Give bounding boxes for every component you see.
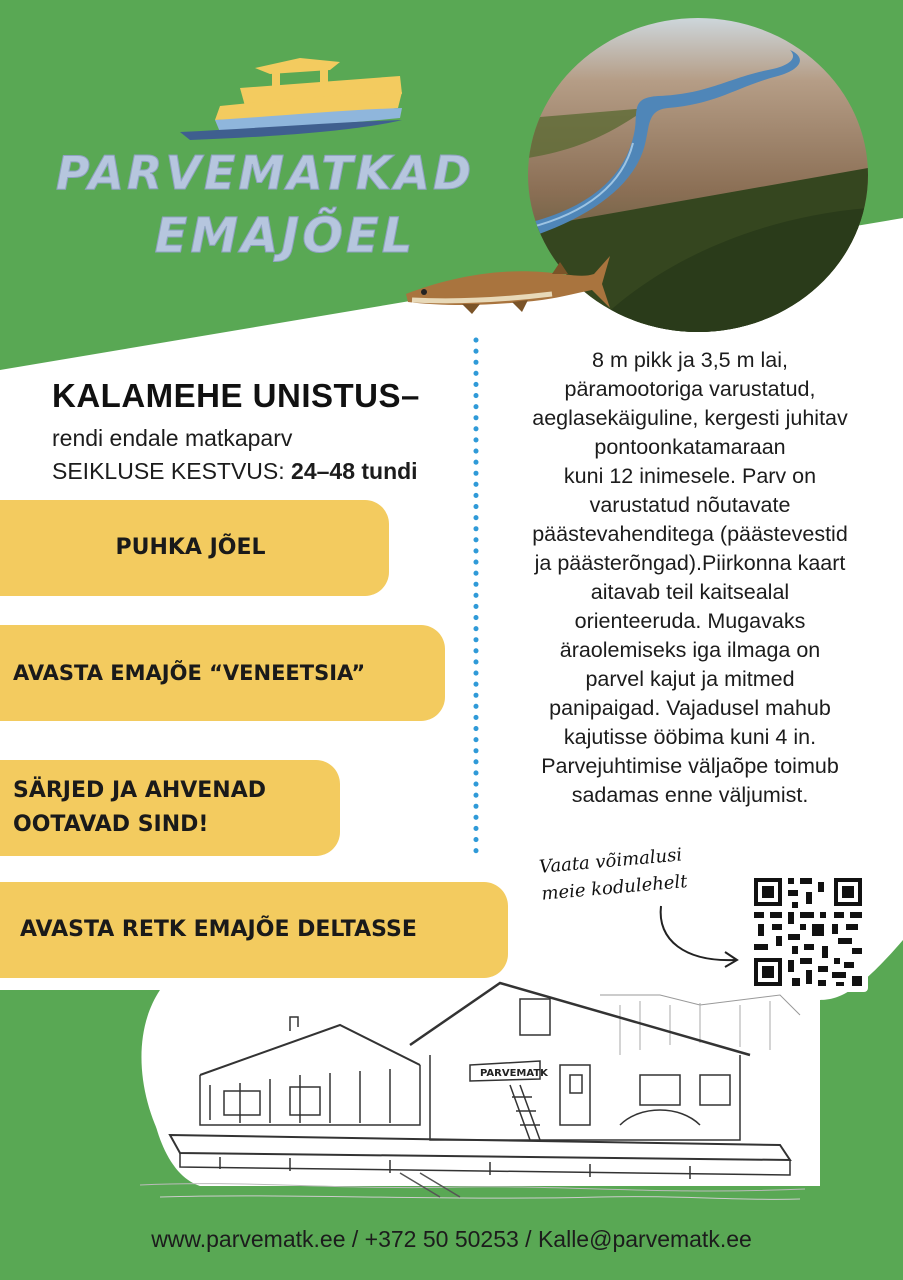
highlight-label: AVASTA RETK EMAJÕE DELTASSE	[20, 917, 417, 942]
headline-title: KALAMEHE UNISTUS–	[52, 377, 420, 414]
raft-description: 8 m pikk ja 3,5 m lai, päramootoriga varustatud, aeglasekäiguline, kergesti juhitav pontoonkatamaraan kuni 12 inimesele. Parv on varustatud nõutavate päästevahenditega (päästevestid ja päästerõngad).Piirkonna kaart aitavab teil kaitsealal orienteeruda. Mugavaks äraolemiseks iga ilmaga on parvel kajut ja mitmed panipaigad. Vajadusel mahub kajutisse ööbima kuni 4 in. Parvejuhtimise väljaõpe toimub sadamas enne väljumist.	[532, 348, 848, 807]
highlight-label: SÄRJED JA AHVENAD OOTAVAD SIND!	[13, 778, 267, 837]
pike-fish-icon	[402, 250, 614, 316]
raft-logo-icon	[40, 48, 490, 148]
highlight-label: AVASTA EMAJÕE “VENEETSIA”	[13, 661, 366, 685]
highlight-pill	[0, 882, 508, 978]
headline-subtitle: rendi endale matkaparv	[52, 425, 293, 451]
duration-label: SEIKLUSE KESTVUS:	[52, 458, 292, 484]
logo-line-2: EMAJÕEL	[154, 208, 416, 264]
dotted-divider	[471, 336, 481, 856]
qr-code-icon	[748, 872, 868, 992]
logo-line-1: PARVEMATKAD	[55, 146, 475, 200]
curved-arrow-icon	[655, 900, 745, 970]
highlight-label: PUHKA JÕEL	[115, 535, 266, 560]
highlight-pill	[0, 500, 389, 596]
adventure-duration	[52, 458, 418, 485]
duration-value: 24–48 tundi	[291, 458, 418, 484]
highlight-pill	[0, 760, 340, 856]
highlight-pill	[0, 625, 445, 721]
website-note: Vaata võimalusi meie kodulehelt	[538, 844, 689, 905]
contact-footer[interactable]: www.parvematk.ee / +372 50 50253 / Kalle@parvematk.ee	[151, 1226, 752, 1252]
raft-sign: PARVEMATK	[480, 1068, 548, 1079]
raft-sketch-image	[140, 975, 805, 1205]
qr-code[interactable]	[748, 872, 868, 992]
